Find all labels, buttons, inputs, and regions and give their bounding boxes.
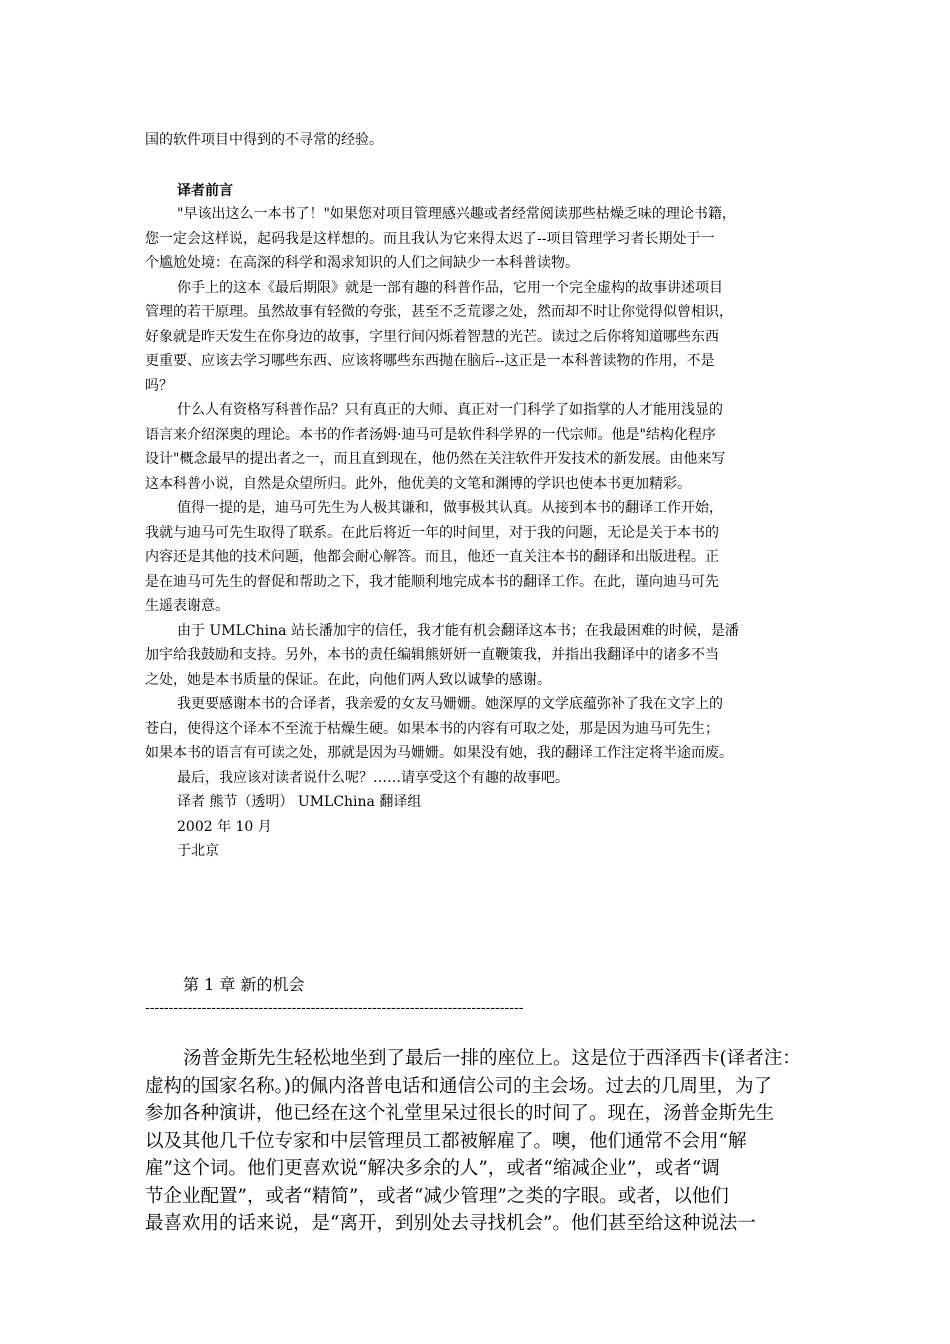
- preface-place: 于北京: [177, 843, 219, 859]
- preface-line: 我就与迪马可先生取得了联系。在此后将近一年的时间里，对于我的问题，无论是关于本书的: [145, 524, 719, 541]
- preface-line: 什么人有资格写科普作品？只有真正的大师、真正对一门科学了如指掌的人才能用浅显的: [177, 402, 723, 418]
- preface-title: 译者前言: [177, 183, 233, 199]
- previous-page-fragment: 国的软件项目中得到的不寻常的经验。: [145, 132, 383, 148]
- chapter-line: 节企业配置”，或者“精简”，或者“减少管理”之类的字眼。或者，以他们: [145, 1185, 729, 1207]
- preface-line: 内容还是其他的技术问题，他都会耐心解答。而且，他还一直关注本书的翻译和出版进程。正: [145, 549, 719, 565]
- preface-line: 加宇给我鼓励和支持。另外，本书的责任编辑熊妍妍一直鞭策我，并指出我翻译中的诸多不当: [145, 647, 719, 663]
- preface-line: 是在迪马可先生的督促和帮助之下，我才能顺利地完成本书的翻译工作。在此，谨向迪马可先: [145, 573, 719, 590]
- chapter-line: 最喜欢用的话来说，是“离开，到别处去寻找机会”。他们甚至给这种说法一: [145, 1213, 756, 1234]
- preface-line: 语言来介绍深奥的理论。本书的作者汤姆·迪马可是软件科学界的一代宗师。他是"结构化程序: [145, 426, 716, 443]
- preface-line: 更重要、应该去学习哪些东西、应该将哪些东西抛在脑后--这正是一本科普读物的作用，不是: [145, 353, 715, 369]
- chapter-body: [145, 1045, 815, 1238]
- chapter-line: 参加各种演讲，他已经在这个礼堂里呆过很长的时间了。现在，汤普金斯先生: [145, 1103, 775, 1124]
- chapter-divider: --------------------------------------------------------------------------------: [145, 1000, 524, 1016]
- chapter-line: 汤普金斯先生轻松地坐到了最后一排的座位上。这是位于西泽西卡(译者注：: [183, 1048, 801, 1069]
- preface-line: 好象就是昨天发生在你身边的故事，字里行间闪烁着智慧的光芒。读过之后你将知道哪些东西: [145, 328, 719, 345]
- preface-line: 我更要感谢本书的合译者，我亲爱的女友马姗姗。她深厚的文学底蕴弥补了我在文字上的: [177, 696, 723, 712]
- chapter-title: 第 1 章 新的机会: [183, 975, 305, 994]
- preface-line: 设计"概念最早的提出者之一，而且直到现在，他仍然在关注软件开发技术的新发展。由他来写: [145, 451, 726, 467]
- preface-line: 吗？: [145, 377, 173, 394]
- preface-body: [145, 202, 815, 864]
- preface-line: 由于 UMLChina 站长潘加宇的信任，我才能有机会翻译这本书；在我最困难的时候，是潘: [177, 622, 739, 639]
- translator-signature: 译者 熊节（透明） UMLChina 翻译组: [177, 794, 422, 810]
- preface-date: 2002 年 10 月: [177, 818, 272, 835]
- preface-line: 生遥表谢意。: [145, 598, 229, 614]
- preface-line: 管理的若干原理。虽然故事有轻微的夸张，甚至不乏荒谬之处，然而却不时让你觉得似曾相识，: [145, 304, 733, 320]
- preface-line: 最后，我应该对读者说什么呢？……请享受这个有趣的故事吧。: [177, 769, 569, 786]
- preface-line: 这本科普小说，自然是众望所归。此外，他优美的文笔和渊博的学识也使本书更加精彩。: [145, 475, 691, 492]
- preface-line: 之处，她是本书质量的保证。在此，向他们两人致以诚挚的感谢。: [145, 671, 551, 688]
- preface-line: 苍白，使得这个译本不至流于枯燥生硬。如果本书的内容有可取之处，那是因为迪马可先生；: [145, 720, 719, 737]
- preface-line: 如果本书的语言有可读之处，那就是因为马姗姗。如果没有她，我的翻译工作注定将半途而废。: [145, 745, 733, 761]
- preface-line: 值得一提的是，迪马可先生为人极其谦和，做事极其认真。从接到本书的翻译工作开始，: [177, 500, 723, 516]
- preface-line: 你手上的这本《最后期限》就是一部有趣的科普作品，它用一个完全虚构的故事讲述项目: [177, 279, 723, 296]
- preface-line: "早该出这么一本书了！"如果您对项目管理感兴趣或者经常阅读那些枯燥乏味的理论书籍，: [177, 206, 736, 222]
- chapter-line: 雇”这个词。他们更喜欢说“解决多余的人”，或者“缩减企业”，或者“调: [145, 1158, 720, 1179]
- preface-line: 您一定会这样说，起码我是这样想的。而且我认为它来得太迟了--项目管理学习者长期处于一: [145, 230, 715, 247]
- chapter-line: 虚构的国家名称。)的佩内洛普电话和通信公司的主会场。过去的几周里，为了: [145, 1075, 772, 1097]
- chapter-line: 以及其他几千位专家和中层管理员工都被解雇了。噢，他们通常不会用“解: [145, 1130, 747, 1152]
- preface-line: 个尴尬处境：在高深的科学和渴求知识的人们之间缺少一本科普读物。: [145, 255, 579, 271]
